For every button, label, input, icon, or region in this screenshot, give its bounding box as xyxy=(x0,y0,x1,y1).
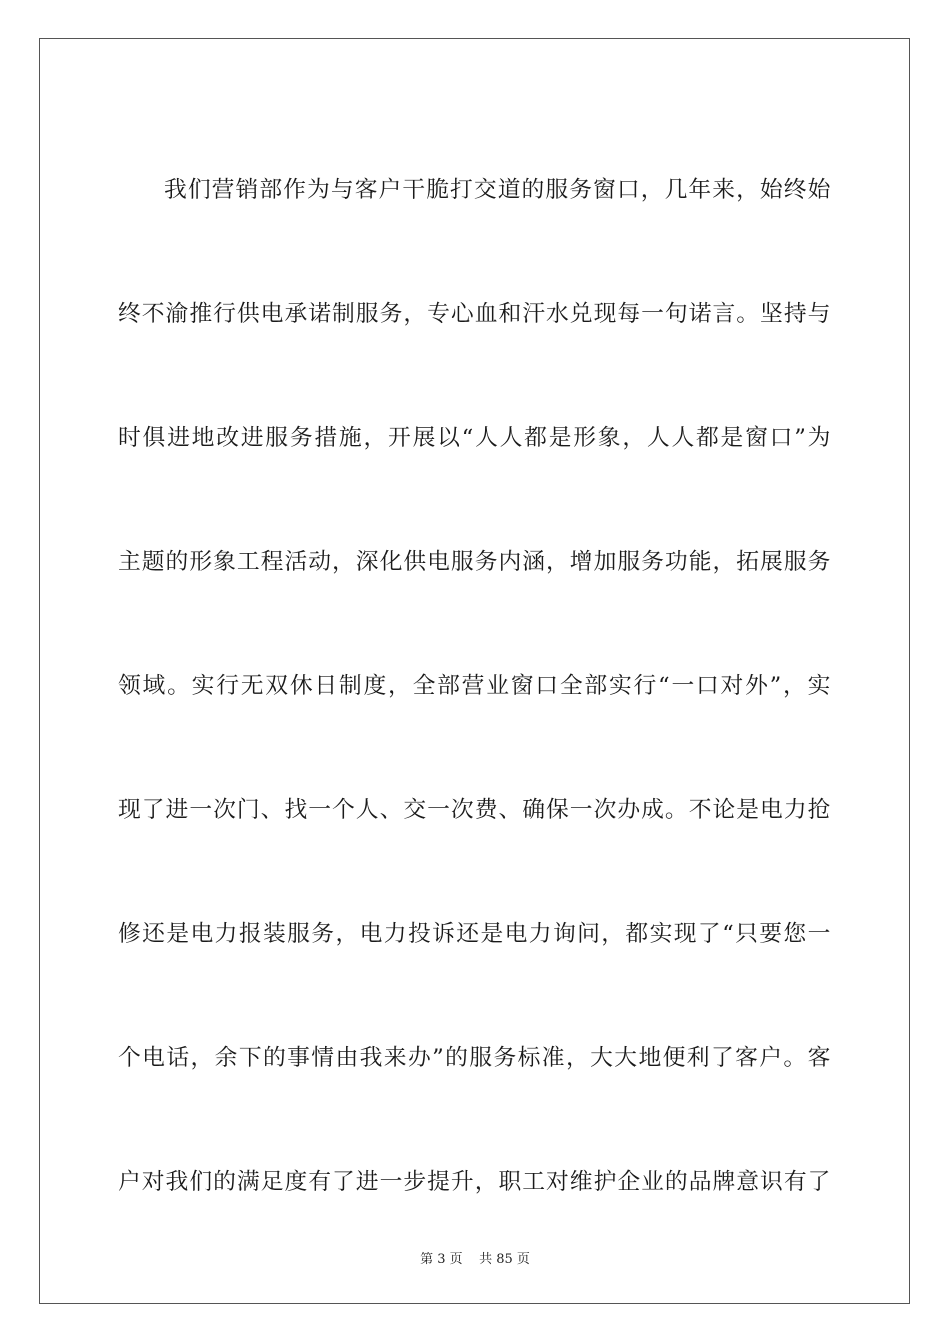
body-paragraph xyxy=(118,128,831,1244)
page-number-footer: 第 3 页 共 85 页 xyxy=(420,1252,530,1267)
text-line: 领域。实行无双休日制度，全部营业窗口全部实行“一口对外”，实 xyxy=(118,673,831,699)
text-line: 时俱进地改进服务措施，开展以“人人都是形象，人人都是窗口”为 xyxy=(118,425,831,451)
text-line: 终不渝推行供电承诺制服务，专心血和汗水兑现每一句诺言。坚持与 xyxy=(118,301,831,327)
text-line: 户对我们的满足度有了进一步提升，职工对维护企业的品牌意识有了 xyxy=(118,1169,831,1195)
text-line: 主题的形象工程活动，深化供电服务内涵，增加服务功能，拓展服务 xyxy=(118,549,831,575)
text-line: 个电话，余下的事情由我来办”的服务标准，大大地便利了客户。客 xyxy=(118,1045,831,1071)
text-line: 我们营销部作为与客户干脆打交道的服务窗口，几年来，始终始 xyxy=(164,177,831,203)
text-line: 现了进一次门、找一个人、交一次费、确保一次办成。不论是电力抢 xyxy=(118,797,831,823)
text-line: 修还是电力报装服务，电力投诉还是电力询问，都实现了“只要您一 xyxy=(118,921,831,947)
